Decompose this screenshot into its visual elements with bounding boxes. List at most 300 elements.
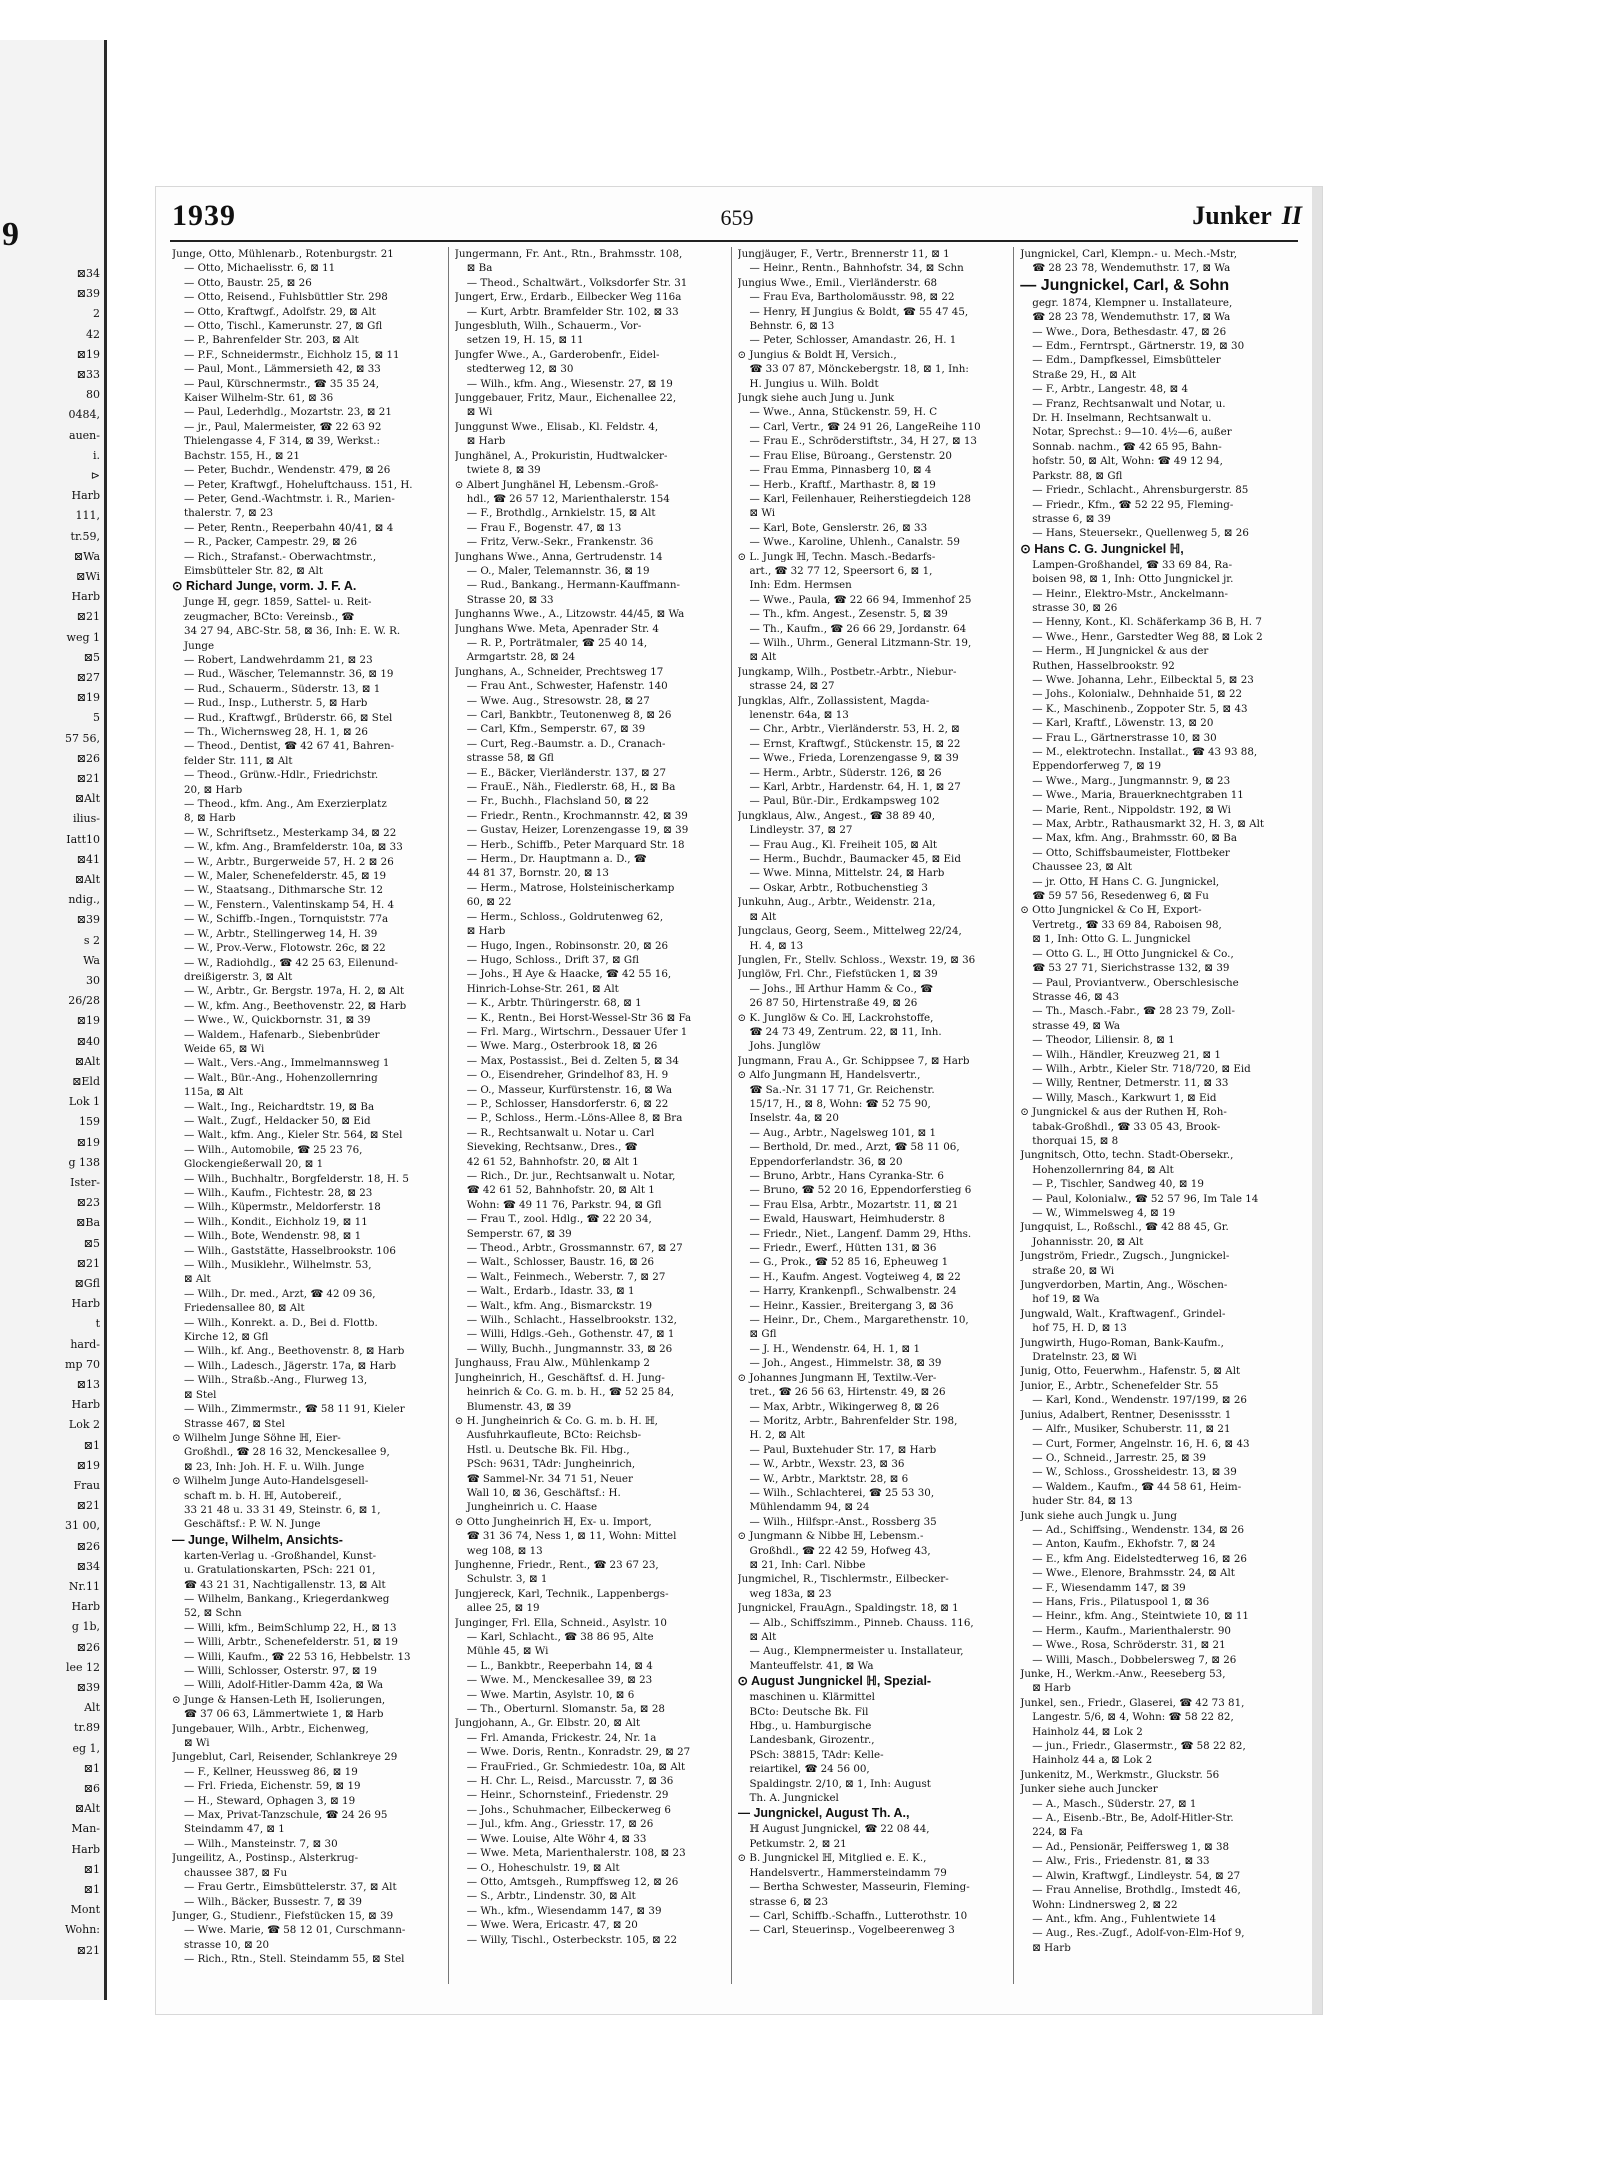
directory-entry-line: Friedensallee 80, ⊠ Alt: [184, 1302, 305, 1315]
directory-entry-line: — Wwe. Marg., Osterbrook 18, ⊠ 26: [466, 1040, 658, 1053]
directory-entry-line: Eppendorferweg 7, ⊠ 19: [1032, 760, 1162, 773]
header-year: 1939: [172, 199, 236, 232]
directory-entry-line: — Th., Wichernsweg 28, H. 1, ⊠ 26: [184, 726, 368, 738]
directory-entry-line: — Max, kfm. Ang., Brahmsstr. 60, ⊠ Ba: [1032, 832, 1238, 845]
directory-entry-line: 26 87 50, Hirtenstraße 49, ⊠ 26: [749, 997, 918, 1010]
directory-entry-line: — Paul, Proviantverw., Oberschlesische: [1032, 976, 1239, 989]
directory-entry-line: Mühlendamm 94, ⊠ 24: [749, 1501, 870, 1514]
directory-entry-line: — Theod., Dentist, ☎ 42 67 41, Bahren-: [184, 740, 395, 753]
directory-entry-line: — Aug., Klempnermeister u. Installateur,: [749, 1645, 964, 1658]
directory-entry-line: — Wilh., Musiklehr., Wilhelmstr. 53,: [184, 1259, 372, 1272]
directory-entry-line: Strasse 467, ⊠ Stel: [184, 1417, 285, 1430]
directory-entry-line: — Waldem., Kaufm., ☎ 44 58 61, Heim-: [1032, 1480, 1242, 1493]
directory-entry-line: — Wwe., Rosa, Schröderstr. 31, ⊠ 21: [1032, 1639, 1226, 1652]
directory-entry-line: — Wwe. Louise, Alte Wöhr 4, ⊠ 33: [466, 1832, 647, 1845]
directory-entry-line: — K., Rentn., Bei Horst-Wessel-Str 36 ⊠ Fa: [466, 1011, 692, 1024]
previous-page-fragment: ⊠5: [83, 1236, 100, 1250]
directory-entry-line: — H., Steward, Ophagen 3, ⊠ 19: [184, 1794, 356, 1807]
directory-entry-line: — Peter, Buchdr., Wendenstr. 479, ⊠ 26: [184, 464, 391, 477]
directory-entry-line: Glockengießerwall 20, ⊠ 1: [184, 1158, 324, 1171]
directory-entry-line: ⊠ Alt: [749, 910, 777, 923]
previous-page-fragment: ⊠26: [76, 1539, 100, 1553]
directory-entry: Junius, Adalbert, Rentner, Desenissstr. 1: [1020, 1408, 1232, 1421]
directory-entry-line: boisen 98, ⊠ 1, Inh: Otto Jungnickel jr.: [1032, 573, 1234, 586]
directory-entry-line: — Ad., Pensionär, Peiffersweg 1, ⊠ 38: [1032, 1840, 1230, 1853]
previous-page-fragment: ⊠19: [76, 1458, 100, 1472]
directory-entry-line: hdl., ☎ 26 57 12, Marienthalerstr. 154: [466, 492, 670, 505]
directory-entry-line: — W., kfm. Ang., Beethovenstr. 22, ⊠ Harb: [184, 999, 407, 1012]
directory-entry-line: — Frau F., Bogenstr. 47, ⊠ 13: [466, 521, 622, 534]
directory-entry-line: — Edm., Dampfkessel, Eimsbütteler: [1032, 354, 1221, 367]
directory-entry-line: — P.F., Schneidermstr., Eichholz 15, ⊠ 11: [184, 348, 400, 361]
directory-entry-line: — Willi, kfm., BeimSchlump 22, H., ⊠ 13: [184, 1621, 397, 1634]
directory-entry-line: — Curt, Former, Angelnstr. 16, H. 6, ⊠ 43: [1032, 1437, 1250, 1450]
directory-entry: — Jungnickel, August Th. A.,: [737, 1806, 910, 1821]
directory-entry-line: — Bertha Schwester, Masseurin, Fleming-: [749, 1881, 970, 1894]
directory-entry: Jungwald, Walt., Kraftwagenf., Grindel-: [1020, 1307, 1226, 1320]
directory-entry-line: — Waldem., Hafenarb., Siebenbrüder: [184, 1028, 380, 1041]
directory-entry-line: — Bruno, ☎ 52 20 16, Eppendorferstieg 6: [749, 1184, 972, 1197]
directory-entry-line: — W., Fenstern., Valentinskamp 54, H. 4: [184, 898, 395, 911]
directory-entry-line: Mühle 45, ⊠ Wi: [466, 1645, 549, 1658]
directory-entry-line: Hainholz 44, ⊠ Lok 2: [1032, 1725, 1143, 1738]
directory-entry: Junger, G., Studienr., Fiefstücken 15, ⊠ 39: [172, 1909, 394, 1922]
directory-entry-line: — Otto, Kraftwgf., Adolfstr. 29, ⊠ Alt: [184, 305, 376, 318]
previous-page-fragment: ⊠6: [83, 1782, 100, 1795]
previous-page-fragment: Harb: [71, 1600, 100, 1614]
directory-entry-line: — S., Arbtr., Lindenstr. 30, ⊠ Alt: [466, 1890, 636, 1903]
directory-entry-line: — Carl, Vertr., ☎ 24 91 26, LangeReihe 110: [749, 420, 981, 433]
previous-page-fragment: ⊳: [90, 469, 100, 482]
directory-entry-line: — Ad., Schiffsing., Wendenstr. 134, ⊠ 26: [1032, 1523, 1245, 1536]
directory-entry-line: ☎ 28 23 78, Wendemuthstr. 17, ⊠ Wa: [1032, 262, 1231, 275]
directory-entry-line: Junge ℍ, gegr. 1859, Sattel- u. Reit-: [184, 596, 372, 609]
directory-entry-line: Eimsbütteler Str. 82, ⊠ Alt: [184, 564, 323, 577]
directory-entry-line: — P., Bahrenfelder Str. 203, ⊠ Alt: [184, 334, 359, 347]
directory-entry: Jungwirth, Hugo-Roman, Bank-Kaufm.,: [1020, 1336, 1224, 1349]
directory-entry-line: dreißigerstr. 3, ⊠ Alt: [184, 970, 293, 983]
previous-page-fragment: ⊠26: [76, 751, 100, 765]
directory-entry-line: ⊠ Harb: [466, 435, 506, 448]
directory-entry-line: Kirche 12, ⊠ Gfl: [184, 1331, 269, 1344]
directory-entry-line: PSch: 38815, TAdr: Kelle-: [749, 1748, 884, 1761]
directory-entry-line: — Frau Eva, Bartholomäusstr. 98, ⊠ 22: [749, 291, 955, 304]
header-roman: II: [1281, 201, 1302, 230]
directory-entry: Jungnickel, Carl, Klempn.- u. Mech.-Mstr,: [1020, 248, 1237, 260]
directory-entry-line: 44 81 37, Bornstr. 20, ⊠ 13: [466, 867, 609, 880]
directory-entry: ⊙ Otto Jungheinrich ℍ, Ex- u. Import,: [454, 1515, 652, 1528]
directory-entry-line: — Walt., Erdarb., Idastr. 33, ⊠ 1: [466, 1285, 635, 1298]
directory-entry: Jungeblut, Carl, Reisender, Schlankreye 29: [172, 1751, 398, 1764]
directory-entry-line: H. 2, ⊠ Alt: [749, 1429, 805, 1442]
directory-entry-line: — Wilh., Ladesch., Jägerstr. 17a, ⊠ Harb: [184, 1359, 397, 1372]
directory-entry-line: — Wilh., Mansteinstr. 7, ⊠ 30: [184, 1837, 338, 1850]
previous-page-fragment: Harb: [71, 1297, 100, 1311]
directory-entry-line: — Berthold, Dr. med., Arzt, ☎ 58 11 06,: [749, 1141, 960, 1154]
previous-page-edge: [0, 40, 107, 2000]
header-running-title: [1192, 201, 1302, 231]
directory-entry-line: chaussee 387, ⊠ Fu: [184, 1866, 288, 1879]
directory-entry-line: strasse 6, ⊠ 23: [749, 1895, 829, 1908]
directory-entry: Junghenne, Friedr., Rent., ☎ 23 67 23,: [454, 1558, 659, 1571]
directory-entry-line: — Aug., Arbtr., Nagelsweg 101, ⊠ 1: [749, 1126, 937, 1139]
previous-page-fragment: 159: [79, 1115, 100, 1129]
directory-entry-line: — Wilh., Bäcker, Bussestr. 7, ⊠ 39: [184, 1895, 362, 1908]
directory-entry-line: — W., Staatsang., Dithmarsche Str. 12: [184, 884, 384, 897]
directory-entry-line: — Karl, Bote, Genslerstr. 26, ⊠ 33: [749, 521, 928, 534]
directory-entry-line: Chaussee 23, ⊠ Alt: [1032, 861, 1132, 874]
previous-page-fragment: Frau: [73, 1479, 100, 1492]
directory-entry-line: Hohenzollernring 84, ⊠ Alt: [1032, 1163, 1174, 1176]
directory-entry-line: PSch: 9631, TAdr: Jungheinrich,: [466, 1458, 636, 1471]
previous-page-fragment: ⊠39: [76, 287, 100, 301]
directory-entry-line: — W., Maler, Schenefelderstr. 45, ⊠ 19: [184, 870, 387, 883]
directory-entry: Jungmichel, R., Tischlermstr., Eilbecker-: [737, 1573, 949, 1586]
directory-entry-line: Schulstr. 3, ⊠ 1: [466, 1573, 548, 1586]
directory-entry-line: ☎ 31 36 74, Ness 1, ⊠ 11, Wohn: Mittel: [466, 1530, 677, 1543]
directory-entry-line: — Alw., Fris., Friedenstr. 81, ⊠ 33: [1032, 1855, 1210, 1868]
directory-entry-line: Vertretg., ☎ 33 69 84, Raboisen 98,: [1032, 918, 1222, 931]
directory-entry-line: ☎ 43 21 31, Nachtigallenstr. 13, ⊠ Alt: [184, 1578, 386, 1591]
directory-entry-line: — Willy, Tischl., Osterbeckstr. 105, ⊠ 22: [466, 1933, 678, 1946]
directory-entry-line: Johs. Junglöw: [749, 1040, 821, 1053]
directory-entry-line: straße 20, ⊠ Wi: [1032, 1264, 1115, 1277]
directory-entry-line: — E., kfm Ang. Eidelstedterweg 16, ⊠ 26: [1032, 1552, 1247, 1565]
directory-entry-line: — Rud., Schauerm., Süderstr. 13, ⊠ 1: [184, 682, 381, 695]
directory-entry-line: — O., Schneid., Jarrestr. 25, ⊠ 39: [1032, 1451, 1206, 1464]
directory-entry-line: — Herm., Matrose, Holsteinischerkamp: [466, 881, 675, 894]
directory-entry-line: — Hans, Fris., Pilatuspool 1, ⊠ 36: [1032, 1595, 1210, 1608]
directory-entry-line: Landesbank, Girozentr.,: [749, 1734, 875, 1747]
directory-entry-line: — Peter, Gend.-Wachtmstr. i. R., Marien-: [184, 492, 395, 505]
directory-entry-line: — Gustav, Heizer, Lorenzengasse 19, ⊠ 39: [466, 824, 689, 837]
directory-entry-line: weg 108, ⊠ 13: [466, 1544, 543, 1557]
directory-entry-line: — Otto, Tischl., Kamerunstr. 27, ⊠ Gfl: [184, 320, 383, 333]
directory-entry-line: — Wwe. Marie, ☎ 58 12 01, Curschmann-: [184, 1924, 406, 1937]
directory-entry-line: — Wilh., Hilfspr.-Anst., Rossberg 35: [749, 1515, 937, 1528]
previous-page-fragment: Wa: [83, 953, 100, 967]
directory-entry-line: — Wwe., Maria, Brauerknechtgraben 11: [1032, 789, 1244, 802]
directory-entry-line: Wall 10, ⊠ 36, Geschäftsf.: H.: [466, 1486, 621, 1499]
directory-entry-line: — Willi, Adolf-Hitler-Damm 42a, ⊠ Wa: [184, 1679, 384, 1692]
directory-entry-line: — Fritz, Verw.-Sekr., Frankenstr. 36: [466, 536, 654, 549]
directory-entry-line: ⊠ Alt: [749, 1631, 777, 1643]
directory-entry-line: ⊠ Stel: [184, 1388, 217, 1401]
directory-entry-line: Notar, Sprechst.: 9—10. 4½—6, außer: [1032, 426, 1232, 439]
directory-entry-line: ⊠ Alt: [749, 651, 777, 664]
directory-entry: Jungclaus, Georg, Seem., Mittelweg 22/24,: [737, 925, 962, 938]
directory-entry: Junkuhn, Aug., Arbtr., Weidenstr. 21a,: [737, 896, 936, 909]
directory-entry-line: — Carl, Steuerinsp., Vogelbeerenweg 3: [749, 1924, 955, 1937]
directory-entry-line: weg 183a, ⊠ 23: [749, 1587, 832, 1600]
previous-page-fragment: eg 1,: [72, 1741, 100, 1755]
directory-entry-line: — Frau Elise, Büroang., Gerstenstr. 20: [749, 449, 952, 462]
directory-entry-line: ☎ 53 27 71, Sierichstrasse 132, ⊠ 39: [1032, 962, 1230, 975]
directory-entry-line: — K., Maschinenb., Zoppoter Str. 5, ⊠ 43: [1032, 702, 1248, 715]
directory-entry-line: — Wwe. Martin, Asylstr. 10, ⊠ 6: [466, 1688, 635, 1701]
directory-entry-line: — Wilh., Bote, Wendenstr. 98, ⊠ 1: [184, 1230, 362, 1243]
directory-entry-line: — Willy, Rentner, Detmerstr. 11, ⊠ 33: [1032, 1077, 1229, 1090]
directory-entry-line: — Willy, Buchh., Jungmannstr. 33, ⊠ 26: [466, 1342, 673, 1355]
directory-entry-line: Inselstr. 4a, ⊠ 20: [749, 1112, 839, 1125]
previous-page-fragment: Harb: [71, 1842, 100, 1856]
directory-entry-line: — Kurt, Arbtr. Bramfelder Str. 102, ⊠ 33: [466, 305, 679, 318]
previous-page-fragment: Harb: [71, 1398, 100, 1412]
directory-entry-line: — O., Masseur, Kurfürstenstr. 16, ⊠ Wa: [466, 1083, 672, 1096]
directory-entry: Junggunst Wwe., Elisab., Kl. Feldstr. 4,: [454, 420, 659, 433]
directory-entry-line: — Wwe. Wera, Ericastr. 47, ⊠ 20: [466, 1919, 638, 1932]
previous-page-fragment: ⊠Wa: [73, 549, 100, 563]
previous-page-fragment: ⊠13: [76, 1378, 100, 1391]
directory-entry-line: ☎ 42 61 52, Bahnhofstr. 20, ⊠ Alt 1: [466, 1184, 655, 1197]
header-rule: [170, 240, 1298, 242]
directory-entry-line: Lindleystr. 37, ⊠ 27: [749, 824, 853, 837]
directory-entry-line: — FrauE., Näh., Fiedlerstr. 68, H., ⊠ Ba: [466, 781, 676, 794]
directory-entry-line: — Chr., Arbtr., Vierländerstr. 53, H. 2, ⊠: [749, 723, 960, 736]
directory-entry: Junginger, Frl. Ella, Schneid., Asylstr. 10: [454, 1616, 667, 1629]
directory-entry: ⊙ Jungmann & Nibbe ℍ, Lebensm.-: [737, 1530, 924, 1543]
directory-entry-line: — Wwe. Minna, Mittelstr. 24, ⊠ Harb: [749, 867, 945, 880]
directory-entry-line: — Wilh., Schlachterei, ☎ 25 53 30,: [749, 1486, 935, 1499]
directory-entry-line: — R., Packer, Campestr. 29, ⊠ 26: [184, 536, 358, 549]
directory-entry: Jungklaus, Alw., Angest., ☎ 38 89 40,: [737, 809, 935, 822]
directory-entry-line: — Wwe., Elenore, Brahmsstr. 24, ⊠ Alt: [1032, 1567, 1235, 1580]
directory-entry-line: — K., Arbtr. Thüringerstr. 68, ⊠ 1: [466, 997, 642, 1010]
directory-entry-line: ☎ 33 07 87, Mönckebergstr. 18, ⊠ 1, Inh:: [749, 363, 969, 376]
previous-page-fragment: ⊠39: [76, 913, 100, 927]
directory-entry: ⊙ H. Jungheinrich & Co. G. m. b. H. ℍ,: [454, 1414, 658, 1427]
directory-entry-line: — Wwe. M., Menckesallee 39, ⊠ 23: [466, 1674, 653, 1687]
directory-entry-line: — FrauFried., Gr. Schmiedestr. 10a, ⊠ Alt: [466, 1760, 686, 1773]
directory-entry-line: u. Gratulationskarten, PSch: 221 01,: [184, 1564, 376, 1577]
directory-entry-line: — Alb., Schiffszimm., Pinneb. Chauss. 116,: [749, 1616, 974, 1629]
directory-entry-line: — Friedr., Rentn., Krochmannstr. 42, ⊠ 39: [466, 809, 688, 822]
directory-entry-line: — Otto, Michaelisstr. 6, ⊠ 11: [184, 262, 336, 275]
directory-entry: Junior, E., Arbtr., Schenefelder Str. 55: [1020, 1379, 1219, 1392]
directory-entry-line: — Heinr., Elektro-Mstr., Anckelmann-: [1032, 587, 1228, 600]
directory-entry-line: — Walt., Ing., Reichardtstr. 19, ⊠ Ba: [184, 1100, 375, 1113]
directory-entry-line: — Wilh., kfm. Ang., Wiesenstr. 27, ⊠ 19: [466, 377, 673, 390]
directory-entry-line: — Friedr., Ewerf., Hütten 131, ⊠ 36: [749, 1242, 937, 1255]
directory-entry-line: — jr. Otto, ℍ Hans C. G. Jungnickel,: [1032, 875, 1220, 888]
directory-entry-line: — Wwe. Johanna, Lehr., Eilbecktal 5, ⊠ 23: [1032, 673, 1254, 686]
directory-entry-line: — Willy, Masch., Karkwurt 1, ⊠ Eid: [1032, 1091, 1217, 1104]
directory-entry: Jungmann, Frau A., Gr. Schippsee 7, ⊠ Harb: [737, 1054, 970, 1067]
directory-entry-line: — Otto, Schiffsbaumeister, Flottbeker: [1032, 846, 1230, 859]
directory-entry: Junghänel, A., Prokuristin, Hudtwalcker-: [454, 449, 668, 462]
directory-entry-line: — Peter, Schlosser, Amandastr. 26, H. 1: [749, 334, 957, 347]
previous-page-fragment: Iatt10: [66, 832, 100, 846]
directory-entry-line: — Ewald, Hauswart, Heimhuderstr. 8: [749, 1213, 945, 1226]
directory-entry-line: — Karl, Feilenhauer, Reiherstiegdeich 128: [749, 492, 971, 505]
directory-entry-line: Wohn: Lindnersweg 2, ⊠ 22: [1032, 1898, 1178, 1911]
directory-entry-line: — Heinr., kfm. Ang., Steintwiete 10, ⊠ 11: [1032, 1610, 1249, 1623]
directory-entry-line: — Rich., Strafanst.- Oberwachtmstr.,: [184, 550, 377, 563]
directory-entry-line: — Herm., Dr. Hauptmann a. D., ☎: [466, 853, 647, 866]
previous-page-fragment: ⊠1: [83, 1438, 100, 1452]
directory-entry-line: 52, ⊠ Schn: [184, 1607, 242, 1620]
directory-entry-line: Spaldingstr. 2/10, ⊠ 1, Inh: August: [749, 1777, 931, 1790]
previous-page-fragment: ⊠39: [76, 1681, 100, 1694]
directory-entry-line: huder Str. 84, ⊠ 13: [1032, 1495, 1133, 1508]
directory-entry-line: Straße 29, H., ⊠ Alt: [1032, 368, 1136, 381]
directory-entry: Junghauss, Frau Alw., Mühlenkamp 2: [454, 1357, 650, 1370]
directory-entry-line: — W., Wimmelsweg 4, ⊠ 19: [1032, 1207, 1176, 1219]
directory-entry-line: — Otto G. L., ℍ Otto Jungnickel & Co.,: [1032, 947, 1234, 960]
directory-entry-line: — Heinr., Rentn., Bahnhofstr. 34, ⊠ Schn: [749, 262, 964, 275]
directory-entry-line: — Paul, Bür.-Dir., Erdkampsweg 102: [749, 795, 940, 808]
directory-entry-line: Geschäftsf.: P. W. N. Junge: [184, 1518, 321, 1531]
directory-entry-line: — Wilh., Händler, Kreuzweg 21, ⊠ 1: [1032, 1048, 1221, 1061]
directory-entry-line: strasse 49, ⊠ Wa: [1032, 1019, 1121, 1032]
directory-entry-line: strasse 24, ⊠ 27: [749, 680, 835, 693]
directory-entry-line: — Frl. Marg., Wirtschrn., Dessauer Ufer 1: [466, 1025, 688, 1038]
previous-page-fragment: ⊠Alt: [74, 1802, 100, 1816]
previous-page-fragment: ⊠1: [83, 1862, 100, 1876]
previous-page-fragment: Man-: [71, 1822, 100, 1836]
directory-entry-line: — Otto, Amtsgeh., Rumpffsweg 12, ⊠ 26: [466, 1875, 679, 1888]
header-page-number: 659: [720, 205, 754, 230]
directory-entry-line: Armgartstr. 28, ⊠ 24: [466, 651, 576, 664]
directory-entry-line: ☎ Sa.-Nr. 31 17 71, Gr. Reichenstr.: [749, 1083, 935, 1096]
directory-entry: Jungverdorben, Martin, Ang., Wöschen-: [1020, 1279, 1228, 1292]
directory-entry-line: — Frau L., Gärtnerstrasse 10, ⊠ 30: [1032, 731, 1217, 744]
directory-entry-line: ⊠ Wi: [184, 1737, 210, 1750]
directory-entry-line: — Wwe., Karoline, Uhlenh., Canalstr. 59: [749, 536, 960, 549]
directory-entry-line: — W., Schloss., Grossheidestr. 13, ⊠ 39: [1032, 1466, 1237, 1479]
directory-entry-line: Ruthen, Hasselbrookstr. 92: [1032, 659, 1175, 672]
directory-entry-line: — Walt., Bür.-Ang., Hohenzollernring: [184, 1071, 378, 1084]
directory-entry-line: thalerstr. 7, ⊠ 23: [184, 507, 274, 520]
directory-entry-line: — Marie, Rent., Nippoldstr. 192, ⊠ Wi: [1032, 803, 1231, 816]
previous-page-fragment: ⊠Alt: [74, 792, 100, 806]
column-3: [732, 247, 1015, 1984]
directory-entry-line: — Th., kfm. Angest., Zesenstr. 5, ⊠ 39: [749, 608, 948, 621]
directory-entry-line: — Wilh., Automobile, ☎ 25 23 76,: [184, 1143, 363, 1156]
previous-page-fragment: auen-: [69, 428, 100, 442]
directory-entry-line: — W., Arbtr., Gr. Bergstr. 197a, H. 2, ⊠ Alt: [184, 985, 405, 998]
previous-page-fragment: 30: [86, 974, 100, 987]
previous-page-fragment: Mont: [70, 1903, 100, 1917]
directory-entry-line: — Wwe., Frieda, Lorenzengasse 9, ⊠ 39: [749, 752, 959, 765]
directory-entry-line: Eppendorferlandstr. 36, ⊠ 20: [749, 1155, 903, 1168]
directory-entry-line: 115a, ⊠ Alt: [184, 1086, 244, 1099]
directory-entry-line: — Wh., kfm., Wiesendamm 147, ⊠ 39: [466, 1904, 662, 1917]
directory-entry-line: strasse 10, ⊠ 20: [184, 1938, 270, 1951]
directory-entry-line: ⊠ Alt: [184, 1273, 211, 1286]
directory-entry-line: Steindamm 47, ⊠ 1: [184, 1823, 285, 1836]
directory-entry-line: — W., Schriftsetz., Mesterkamp 34, ⊠ 22: [184, 826, 397, 839]
directory-entry: Jungesbluth, Wilh., Schauerm., Vor-: [454, 320, 642, 333]
directory-entry-line: — Wwe. Aug., Stresowstr. 28, ⊠ 27: [466, 694, 650, 707]
previous-page-fragment: ⊠21: [76, 610, 100, 624]
directory-entry-line: ☎ 28 23 78, Wendemuthstr. 17, ⊠ Wa: [1032, 311, 1231, 324]
directory-entry-line: — Wwe., Marg., Jungmannstr. 9, ⊠ 23: [1032, 774, 1231, 787]
directory-entry-line: gegr. 1874, Klempner u. Installateure,: [1032, 296, 1233, 309]
directory-entry-line: — Frau Gertr., Eimsbüttelerstr. 37, ⊠ Alt: [184, 1881, 397, 1894]
directory-entry-line: Langestr. 5/6, ⊠ 4, Wohn: ☎ 58 22 82,: [1032, 1711, 1234, 1724]
directory-entry-line: Hinrich-Lohse-Str. 261, ⊠ Alt: [466, 982, 619, 995]
directory-entry: Jungnitsch, Otto, techn. Stadt-Obersekr.,: [1020, 1149, 1234, 1162]
directory-entry-line: — F., Brothdlg., Arnkielstr. 15, ⊠ Alt: [466, 507, 656, 520]
directory-entry-line: — Alwin, Kraftwgf., Lindleystr. 54, ⊠ 27: [1032, 1869, 1241, 1882]
directory-entry-line: — Walt., Feinmech., Weberstr. 7, ⊠ 27: [466, 1270, 666, 1283]
directory-entry-line: — Rich., Dr. jur., Rechtsanwalt u. Notar,: [466, 1170, 676, 1182]
directory-entry-line: Th. A. Jungnickel: [749, 1792, 839, 1805]
directory-entry-line: — Max, Arbtr., Rathausmarkt 32, H. 3, ⊠ Alt: [1032, 818, 1265, 831]
directory-entry-line: — Ernst, Kraftwgf., Stückenstr. 15, ⊠ 22: [749, 737, 961, 750]
directory-entry: Jungjäuger, F., Vertr., Brennerstr 11, ⊠ 1: [737, 248, 950, 260]
directory-entry-line: ☎ 59 57 56, Resedenweg 6, ⊠ Fu: [1032, 890, 1209, 903]
directory-entry-line: — Frau Emma, Pinnasberg 10, ⊠ 4: [749, 464, 932, 477]
previous-page-fragment: hard-: [70, 1337, 100, 1351]
directory-entry-line: — Wwe., Anna, Stückenstr. 59, H. C: [749, 406, 938, 419]
directory-entry-line: — Paul, Lederhdlg., Mozartstr. 23, ⊠ 21: [184, 406, 392, 419]
directory-entry: Jungius Wwe., Emil., Vierländerstr. 68: [737, 276, 938, 289]
directory-entry-line: — Wwe., Paula, ☎ 22 66 94, Immenhof 25: [749, 593, 972, 606]
directory-entry: Junkel, sen., Friedr., Glaserei, ☎ 42 73 81,: [1020, 1696, 1245, 1709]
directory-entry-line: — Friedr., Niet., Langenf. Damm 29, Hths.: [749, 1227, 972, 1240]
previous-page-fragment: Alt: [84, 1701, 100, 1715]
directory-entry-line: Strasse 20, ⊠ 33: [466, 593, 554, 606]
directory-entry: Junkenitz, M., Werkmstr., Gluckstr. 56: [1020, 1768, 1220, 1781]
directory-entry-line: BCto: Deutsche Bk. Fil: [749, 1705, 869, 1718]
directory-entry-line: 42 61 52, Bahnhofstr. 20, ⊠ Alt 1: [466, 1155, 639, 1168]
directory-entry-line: Wohn: ☎ 49 11 76, Parkstr. 94, ⊠ Gfl: [466, 1198, 662, 1211]
directory-entry-line: — F., Wiesendamm 147, ⊠ 39: [1032, 1581, 1186, 1594]
directory-entry-line: — E., Bäcker, Vierländerstr. 137, ⊠ 27: [466, 766, 666, 779]
directory-entry-line: — Frau Aug., Kl. Freiheit 105, ⊠ Alt: [749, 838, 938, 851]
directory-entry-line: — Wilh., Konrekt. a. D., Bei d. Flottb.: [184, 1316, 378, 1329]
directory-entry: Junke, H., Werkm.-Anw., Reeseberg 53,: [1020, 1668, 1226, 1680]
previous-page-fragment: ⊠21: [76, 772, 100, 785]
directory-entry-line: — Willi, Arbtr., Schenefelderstr. 51, ⊠ 19: [184, 1636, 398, 1649]
previous-page-fragment: ndig.,: [68, 893, 100, 907]
directory-entry: Jungström, Friedr., Zugsch., Jungnickel-: [1020, 1250, 1230, 1263]
directory-entry-line: — Theod., Schaltwärt., Volksdorfer Str. 31: [466, 276, 688, 289]
directory-entry-line: — Karl, Arbtr., Hardenstr. 64, H. 1, ⊠ 27: [749, 781, 961, 794]
previous-page-fragment: 31 00,: [65, 1519, 100, 1533]
directory-entry-line: — Friedr., Schlacht., Ahrensburgerstr. 85: [1032, 484, 1249, 497]
directory-entry: ⊙ Junge & Hansen-Leth ℍ, Isolierungen,: [172, 1693, 386, 1706]
directory-entry-line: heinrich & Co. G. m. b. H., ☎ 52 25 84,: [466, 1386, 675, 1399]
directory-entry-line: — Karl, Kraftf., Löwenstr. 13, ⊠ 20: [1032, 717, 1214, 730]
directory-entry-line: — Paul, Kürschnermstr., ☎ 35 35 24,: [184, 377, 380, 390]
directory-entry-line: — O., Maler, Telemannstr. 36, ⊠ 19: [466, 564, 650, 577]
previous-page-fragment: ⊠19: [76, 347, 100, 361]
directory-entry-line: Kaiser Wilhelm-Str. 61, ⊠ 36: [184, 392, 334, 405]
directory-entry-line: — jr., Paul, Malermeister, ☎ 22 63 92: [184, 420, 382, 433]
directory-entry-line: — Bruno, Arbtr., Hans Cyranka-Str. 6: [749, 1170, 944, 1182]
directory-entry-line: ⊠ 23, Inh: Joh. H. F. u. Wilh. Junge: [184, 1460, 365, 1473]
previous-page-fragment: g 138: [68, 1155, 100, 1169]
directory-entry-line: Sonnab. nachm., ☎ 42 65 95, Bahn-: [1032, 440, 1222, 453]
directory-entry-line: 15/17, H., ⊠ 8, Wohn: ☎ 52 75 90,: [749, 1097, 931, 1110]
directory-entry-line: — Hugo, Ingen., Robinsonstr. 20, ⊠ 26: [466, 939, 669, 952]
directory-entry: Junker siehe auch Juncker: [1020, 1783, 1158, 1796]
previous-page-fragment: ⊠Ba: [76, 1216, 100, 1230]
directory-entry-line: — Wilh., Dr. med., Arzt, ☎ 42 09 36,: [184, 1287, 376, 1300]
previous-page-fragment: ⊠41: [76, 852, 100, 866]
directory-entry-line: Thielengasse 4, F 314, ⊠ 39, Werkst.:: [184, 435, 380, 448]
directory-entry-line: tret., ☎ 26 56 63, Hirtenstr. 49, ⊠ 26: [749, 1386, 946, 1399]
directory-entry-line: reiartikel, ☎ 24 56 00,: [749, 1763, 870, 1776]
directory-entry-line: hof 19, ⊠ Wa: [1032, 1293, 1100, 1306]
directory-entry-line: — Wilh., Arbtr., Kieler Str. 718/720, ⊠ Eid: [1032, 1062, 1251, 1075]
directory-entry-line: hofstr. 50, ⊠ Alt, Wohn: ☎ 49 12 94,: [1032, 455, 1223, 468]
directory-entry-line: — L., Bankbtr., Reeperbahn 14, ⊠ 4: [466, 1659, 653, 1672]
previous-page-fragment: ilius-: [72, 812, 100, 826]
